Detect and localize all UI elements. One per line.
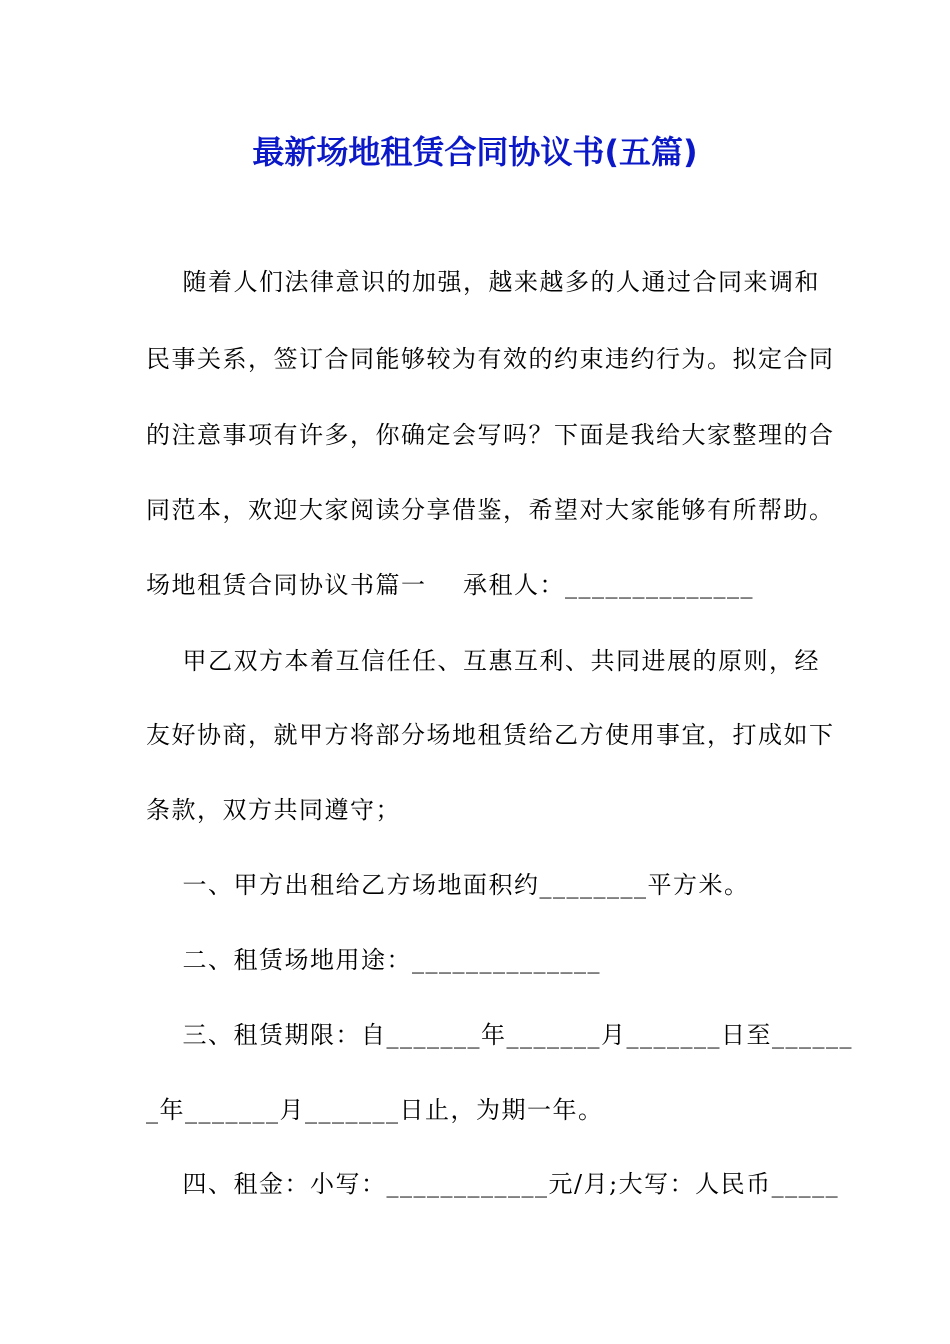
- clause-line: 一、甲方出租给乙方场地面积约________平方米。: [146, 871, 750, 899]
- paragraph-line: 民事关系，签订合同能够较为有效的约束违约行为。拟定合同: [146, 345, 835, 373]
- paragraph-line: 同范本，欢迎大家阅读分享借鉴，希望对大家能够有所帮助。: [146, 496, 835, 524]
- paragraph-line: 的注意事项有许多，你确定会写吗？下面是我给大家整理的合: [146, 421, 835, 449]
- clause-line: 四、租金：小写：____________元/月;大写：人民币_____: [146, 1170, 840, 1198]
- paragraph-line: 随着人们法律意识的加强，越来越多的人通过合同来调和: [146, 268, 821, 296]
- clause-line: 三、租赁期限：自_______年_______月_______日至______: [146, 1021, 854, 1049]
- document-title: 最新场地租赁合同协议书(五篇): [252, 133, 698, 171]
- paragraph-line: 条款，双方共同遵守；: [146, 796, 401, 824]
- paragraph-line: 友好协商，就甲方将部分场地租赁给乙方使用事宜，打成如下: [146, 721, 835, 749]
- section-heading-line: 场地租赁合同协议书篇一 承租人：______________: [146, 571, 755, 599]
- clause-line: 二、租赁场地用途：______________: [146, 946, 602, 974]
- paragraph-line: 甲乙双方本着互信任任、互惠互利、共同进展的原则，经: [146, 647, 821, 675]
- clause-line: _年_______月_______日止，为期一年。: [146, 1096, 604, 1124]
